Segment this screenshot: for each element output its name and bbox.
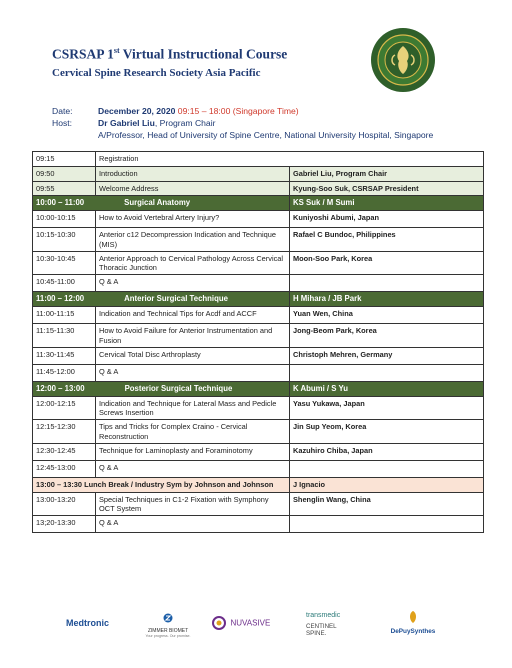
medtronic-logo: Medtronic	[66, 618, 110, 628]
zimmer-z-icon	[163, 613, 173, 623]
centinel-spine-logo: CENTINEL SPINE.	[306, 623, 337, 637]
table-row: 09:55 Welcome Address Kyung-Soo Suk, CSRSAP President	[33, 182, 484, 196]
date-line	[52, 106, 299, 116]
course-subtitle: Cervical Spine Research Society Asia Pacific	[52, 67, 261, 79]
table-row: 10:00-10:15 How to Avoid Vertebral Artery Injury? Kuniyoshi Abumi, Japan	[33, 211, 484, 228]
section-header: 10:00 – 11:00 Surgical Anatomy KS Suk / M Sumi	[33, 196, 484, 211]
table-row: 10:15-10:30 Anterior c12 Decompression Indication and Technique (MIS) Rafael C Bundoc, Philippines	[33, 228, 484, 252]
lunch-row: 13:00 – 13:30 Lunch Break / Industry Sym by Johnson and Johnson J Ignacio	[33, 477, 484, 492]
table-row: 12:30-12:45 Technique for Laminoplasty and Foraminotomy Kazuhiro Chiba, Japan	[33, 443, 484, 460]
section-header: 11:00 – 12:00 Anterior Surgical Technique H Mihara / JB Park	[33, 292, 484, 307]
table-row: 11:30-11:45 Cervical Total Disc Arthroplasty Christoph Mehren, Germany	[33, 347, 484, 364]
table-row: 13;20-13:30 Q & A	[33, 516, 484, 533]
host-line	[52, 118, 215, 128]
table-row: 10:30-10:45 Anterior Approach to Cervical Pathology Across Cervical Thoracic Junction Moon-Soo Park, Korea	[33, 251, 484, 275]
nuvasive-mark-icon	[212, 616, 226, 630]
csrsap-logo-icon	[370, 27, 436, 93]
zimmer-biomet-logo: ZIMMER BIOMET Your progress. Our promise.	[140, 610, 196, 638]
depuy-synthes-logo: DePuySynthes	[382, 610, 444, 635]
date-value: December 20, 2020	[98, 106, 176, 116]
table-row: 10:45-11:00 Q & A	[33, 275, 484, 292]
course-title: CSRSAP 1st Virtual Instructional Course	[52, 46, 288, 62]
table-row: 09:15 Registration	[33, 152, 484, 167]
sponsor-bar	[0, 608, 512, 648]
host-role: , Program Chair	[154, 118, 216, 128]
table-row: 12:15-12:30 Tips and Tricks for Complex Craino - Cervical Reconstruction Jin Sup Yeom, Korea	[33, 420, 484, 444]
table-row: 11:00-11:15 Indication and Technical Tips for Acdf and ACCF Yuan Wen, China	[33, 307, 484, 324]
depuy-mark-icon	[408, 611, 418, 623]
transmedic-logo: transmedic	[306, 612, 341, 619]
date-time: 09:15 – 18:00 (Singapore Time)	[177, 106, 299, 116]
section-header: 12:00 – 13:00 Posterior Surgical Technique K Abumi / S Yu	[33, 381, 484, 396]
date-label: Date:	[52, 106, 73, 116]
host-title-line	[52, 130, 433, 140]
host-title: A/Professor, Head of University of Spine Centre, National University Hospital, Singapore	[98, 130, 434, 140]
table-row: 11:15-11:30 How to Avoid Failure for Anterior Instrumentation and Fusion Jong-Beom Park, Korea	[33, 324, 484, 348]
table-row: 13:00-13:20 Special Techniques in C1-2 Fixation with Symphony OCT System Shenglin Wang, China	[33, 492, 484, 516]
nuvasive-logo: NUVASIVE	[212, 614, 270, 632]
table-row: 11:45-12:00 Q & A	[33, 364, 484, 381]
table-row: 12:45-13:00 Q & A	[33, 460, 484, 477]
host-label: Host:	[52, 118, 73, 128]
table-row: 12:00-12:15 Indication and Technique for Lateral Mass and Pedicle Screws Insertion Yasu Yukawa, Japan	[33, 396, 484, 420]
schedule-table	[32, 151, 484, 533]
table-row: 09:50 Introduction Gabriel Liu, Program Chair	[33, 167, 484, 182]
host-value: Dr Gabriel Liu	[98, 118, 155, 128]
